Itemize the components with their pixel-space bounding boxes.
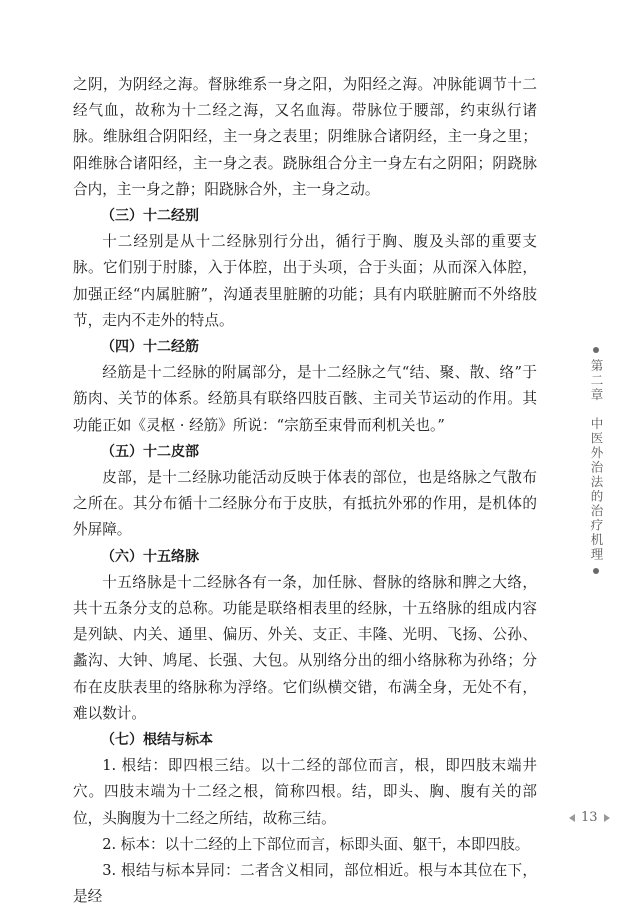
- triangle-left-icon: [569, 814, 575, 822]
- paragraph-jingbie: 十二经别是从十二经脉别行分出，循行于胸、腹及头部的重要支脉。它们别于肘膝，入于体腔，出于头项，合于头面；从而深入体腔，加强正经“内属脏腑”，沟通表里脏腑的功能；具有内联脏腑而不外络肢节，走内不走外的特点。: [73, 233, 537, 329]
- paragraph-luomai: 十五络脉是十二经脉各有一条，加任脉、督脉的络脉和脾之大络，共十五条分支的总称。功能是联络相表里的经脉，十五络脉的组成内容是列缺、内关、通里、偏历、外关、支正、丰隆、光明、飞扬、公孙、蠡沟、大钟、鸠尾、长强、大包。从别络分出的细小络脉称为孙络；分布在皮肤表里的络脉称为浮络。它们纵横交错，布满全身，无处不有，难以数计。: [73, 573, 537, 722]
- paragraph-genjie: 1. 根结：即四根三结。以十二经的部位而言，根，即四肢末端井穴。四肢末端为十二经之根，简称四根。结，即头、胸、腹有关的部位，头胸腹为十二经之所结，故称三结。: [73, 757, 537, 827]
- chapter-number: 第二章: [589, 359, 604, 403]
- section-heading-jingbie: （三）十二经别: [101, 208, 199, 225]
- paragraph-biaoben: 2. 标本：以十二经的上下部位而言，标即头面、躯干，本即四肢。: [102, 835, 530, 853]
- paragraph-genjie-biaoben-compare: 3. 根结与标本异同：二者含义相同，部位相近。根与本其位在下，是经: [73, 862, 537, 906]
- section-heading-genjie-biaoben: （七）根结与标本: [101, 732, 213, 749]
- chapter-side-tab: [585, 345, 607, 574]
- page-number-footer: [569, 810, 610, 825]
- intro-paragraph: 之阴，为阴经之海。督脉维系一身之阳，为阳经之海。冲脉能调节十二经气血，故称为十二经之海，又名血海。带脉位于腰部，约束纵行诸脉。维脉组合阴阳经，主一身之表里；阴维脉合诸阴经，主一身之里；阳维脉合诸阳经，主一身之表。跷脉组合分主一身左右之阴阳；阴跷脉合内，主一身之静；阳跷脉合外，主一身之动。: [73, 76, 537, 198]
- bullet-dot-icon: [593, 347, 599, 353]
- paragraph-jingjin: 经筋是十二经脉的附属部分，是十二经脉之气“结、聚、散、络”于筋肉、关节的体系。经筋具有联络四肢百骸、主司关节运动的作用。其功能正如《灵枢 · 经筋》所说：“宗筋至束骨而利机关也。”: [73, 364, 537, 434]
- chapter-title: 中医外治法的治疗机理: [589, 416, 604, 562]
- section-heading-pibu: （五）十二皮部: [101, 443, 199, 460]
- page-body: [73, 72, 537, 911]
- section-heading-luomai: （六）十五络脉: [101, 548, 199, 565]
- section-heading-jingjin: （四）十二经筋: [101, 339, 199, 356]
- bullet-dot-icon: [593, 568, 599, 574]
- paragraph-pibu: 皮部，是十二经脉功能活动反映于体表的部位，也是络脉之气散布之所在。其分布循十二经脉分布于皮肤，有抵抗外邪的作用，是机体的外屏障。: [73, 469, 537, 539]
- page-number: 13: [581, 810, 598, 825]
- triangle-right-icon: [604, 814, 610, 822]
